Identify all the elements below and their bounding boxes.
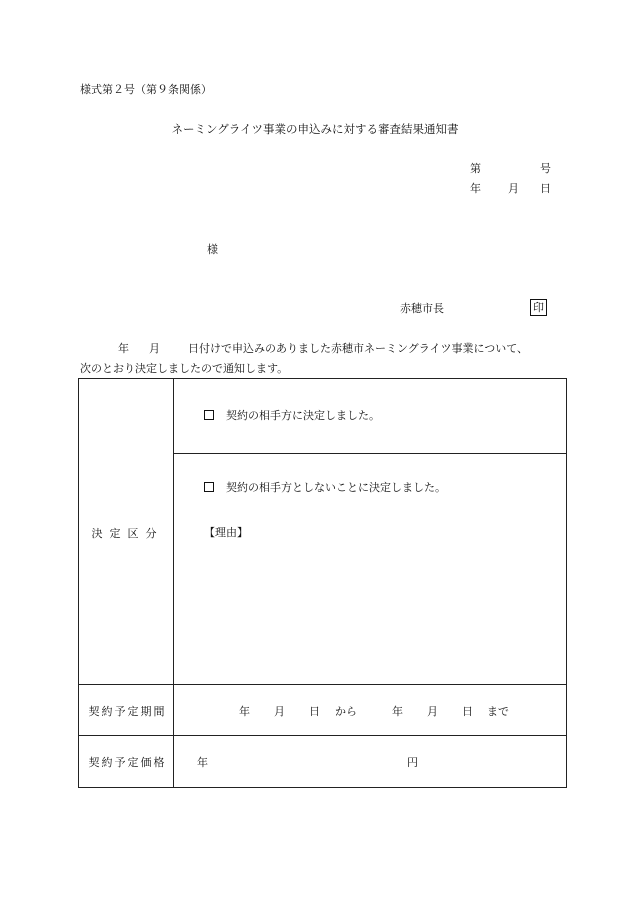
decision-option-reject[interactable] [204, 481, 446, 495]
period-start-year: 年 [239, 705, 250, 718]
reason-label: 【理由】 [204, 526, 248, 539]
seal-stamp: 印 [530, 299, 547, 316]
decision-option-reject-label: 契約の相手方としないことに決定しました。 [226, 481, 446, 494]
date-year-label: 年 [470, 182, 481, 195]
checkbox-accept[interactable] [204, 410, 214, 420]
decision-row-label: 決定区分 [91, 527, 164, 540]
result-table [78, 378, 567, 788]
intro-text-line2: 次のとおり決定しましたので通知します。 [80, 362, 289, 375]
checkbox-reject[interactable] [204, 482, 214, 492]
decision-option-divider [173, 453, 566, 454]
period-end-month: 月 [427, 705, 438, 718]
period-start-month: 月 [274, 705, 285, 718]
reference-number-suffix: 号 [540, 162, 551, 175]
intro-text: 日付けで申込みのありました赤穂市ネーミングライツ事業について、 [188, 342, 529, 355]
date-day-label: 日 [540, 182, 551, 195]
document-title: ネーミングライツ事業の申込みに対する審査結果通知書 [171, 122, 459, 136]
price-year-label: 年 [197, 756, 208, 769]
row-divider-period [79, 684, 566, 685]
period-start-day: 日 [309, 705, 320, 718]
decision-option-accept-label: 契約の相手方に決定しました。 [226, 409, 380, 422]
period-end-day: 日 [462, 705, 473, 718]
period-from-label: から [335, 705, 357, 718]
form-number: 様式第２号（第９条関係） [80, 83, 212, 96]
intro-year-label: 年 [118, 342, 129, 355]
addressee-honorific: 様 [207, 243, 218, 256]
decision-option-accept[interactable] [204, 409, 380, 423]
price-yen-unit: 円 [407, 756, 418, 769]
issuer-title: 赤穂市長 [400, 302, 444, 315]
price-row-label: 契約予定価格 [88, 756, 167, 769]
row-divider-price [79, 735, 566, 736]
table-column-divider [173, 379, 174, 787]
reference-number-label: 第 [470, 162, 481, 175]
period-row-label: 契約予定期間 [88, 705, 167, 718]
date-month-label: 月 [508, 182, 519, 195]
period-until-label: まで [487, 705, 509, 718]
period-end-year: 年 [392, 705, 403, 718]
intro-month-label: 月 [149, 342, 160, 355]
